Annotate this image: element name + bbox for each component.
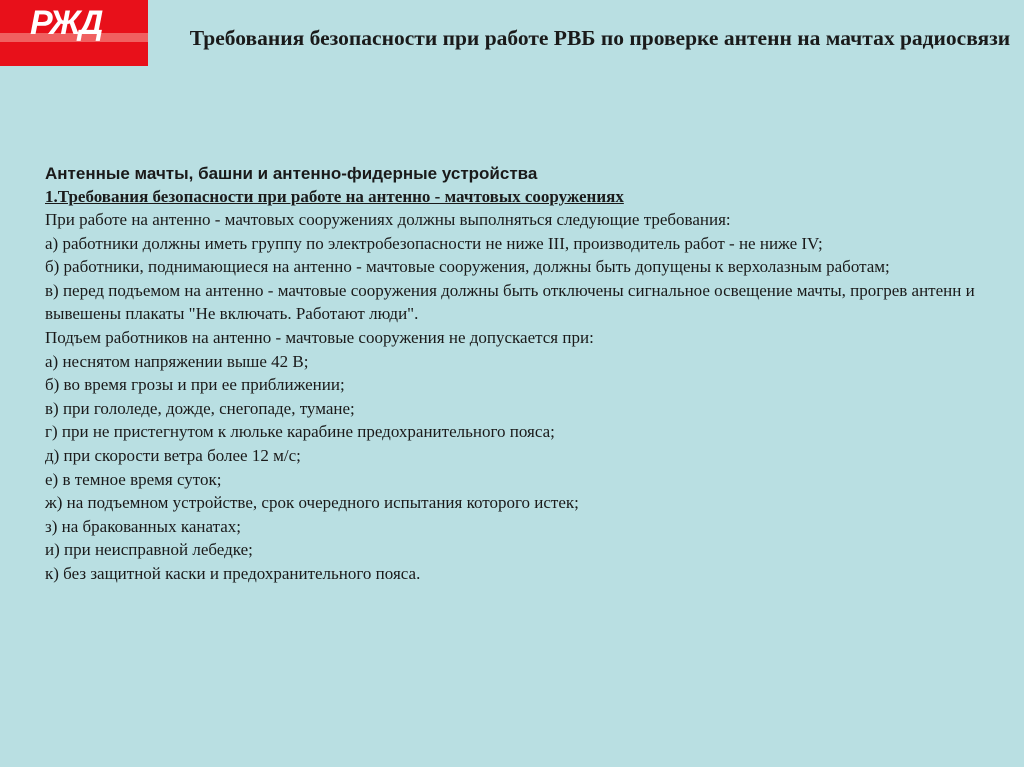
requirements-list [45,208,1005,586]
rzd-logo [0,0,148,66]
list-item: в) при гололеде, дожде, снегопаде, тумане; [45,398,355,418]
list-item: д) при скорости ветра более 12 м/с; [45,445,301,465]
list-item: ж) на подъемном устройстве, срок очередного испытания которого истек; [45,493,579,513]
slide-title: Требования безопасности при работе РВБ по проверке антенн на мачтах радиосвязи [189,26,1011,50]
list-item: Подъем работников на антенно - мачтовые сооружения не допускается при: [45,327,594,347]
list-item: а) неснятом напряжении выше 42 В; [45,351,309,371]
section-subheading: 1.Требования безопасности при работе на антенно - мачтовых сооружениях [45,187,624,206]
list-item: б) во время грозы и при ее приближении; [45,375,345,395]
slide-body [45,162,1005,586]
list-item: з) на бракованных канатах; [45,516,241,536]
logo-mark: РЖД [30,4,102,42]
list-item: и) при неисправной лебедке; [45,540,253,560]
list-item: а) работники должны иметь группу по электробезопасности не ниже III, производитель работ - не ниже IV; [45,233,823,253]
list-item: г) при не пристегнутом к люльке карабине предохранительного пояса; [45,422,555,442]
section-heading: Антенные мачты, башни и антенно-фидерные устройства [45,164,538,183]
list-item: е) в темное время суток; [45,469,222,489]
list-item: к) без защитной каски и предохранительного пояса. [45,563,421,583]
list-item: б) работники, поднимающиеся на антенно - мачтовые сооружения, должны быть допущены к верхолазным работам; [45,257,890,277]
list-item: При работе на антенно - мачтовых сооружениях должны выполняться следующие требования: [45,210,731,229]
list-item: в) перед подъемом на антенно - мачтовые сооружения должны быть отключены сигнальное освещение мачты, прогрев антенн и вывешены плакаты "Не включать. Работают люди". [45,280,975,324]
